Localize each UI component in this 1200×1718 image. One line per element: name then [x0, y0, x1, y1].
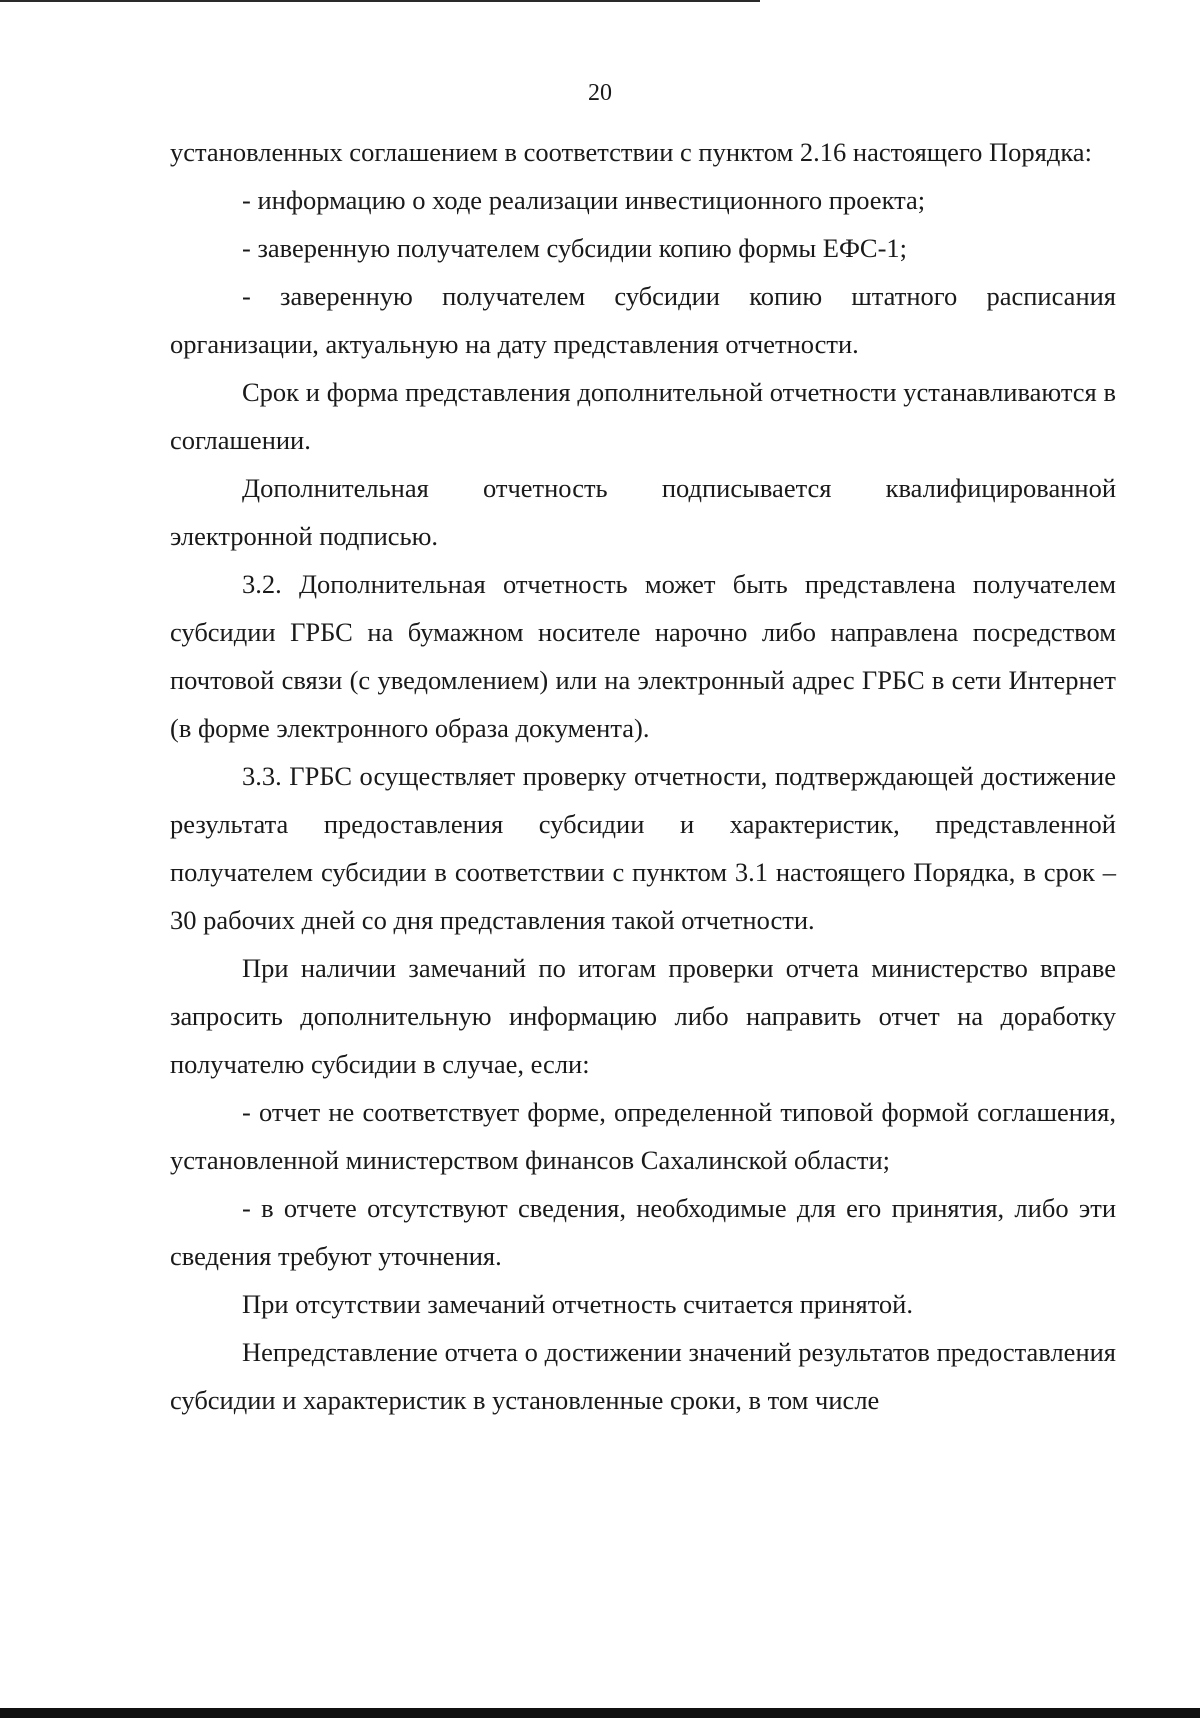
paragraph-non-submission: Непредставление отчета о достижении значений результатов предоставления субсидии и характеристик в установленные сроки, в том числе: [170, 1337, 1116, 1415]
list-item-investment-info: - информацию о ходе реализации инвестиционного проекта;: [242, 185, 926, 215]
scan-edge-bottom: [0, 1708, 1200, 1718]
page-number: 20: [588, 80, 612, 106]
paragraph-remarks: При наличии замечаний по итогам проверки отчета министерство вправе запросить дополнительную информацию либо направить отчет на доработку получателю субсидии в случае, если:: [170, 953, 1116, 1079]
paragraph-reporting-terms: Срок и форма представления дополнительной отчетности устанавливаются в соглашении.: [170, 377, 1116, 455]
document-body: [170, 128, 1116, 1424]
list-item-staff-schedule: - заверенную получателем субсидии копию штатного расписания организации, актуальную на дату представления отчетности.: [170, 281, 1116, 359]
list-item-form-mismatch: - отчет не соответствует форме, определенной типовой формой соглашения, установленной министерством финансов Сахалинской области;: [170, 1097, 1116, 1175]
list-item-missing-info: - в отчете отсутствуют сведения, необходимые для его принятия, либо эти сведения требуют уточнения.: [170, 1193, 1116, 1271]
clause-3-3: 3.3. ГРБС осуществляет проверку отчетности, подтверждающей достижение результата предоставления субсидии и характеристик, представленной получателем субсидии в соответствии с пунктом 3.1 настоящего Порядка, в срок – 30 рабочих дней со дня представления такой отчетности.: [170, 761, 1116, 935]
clause-3-2: 3.2. Дополнительная отчетность может быть представлена получателем субсидии ГРБС на бумажном носителе нарочно либо направлена посредством почтовой связи (с уведомлением) или на электронный адрес ГРБС в сети Интернет (в форме электронного образа документа).: [170, 569, 1116, 743]
scan-edge-top: [0, 0, 760, 2]
paragraph-accepted: При отсутствии замечаний отчетность считается принятой.: [242, 1289, 913, 1319]
paragraph-electronic-signature: Дополнительная отчетность подписывается квалифицированной электронной подписью.: [170, 473, 1116, 551]
paragraph-continuation: установленных соглашением в соответствии с пунктом 2.16 настоящего Порядка:: [170, 137, 1092, 167]
list-item-efs-form: - заверенную получателем субсидии копию формы ЕФС-1;: [242, 233, 908, 263]
